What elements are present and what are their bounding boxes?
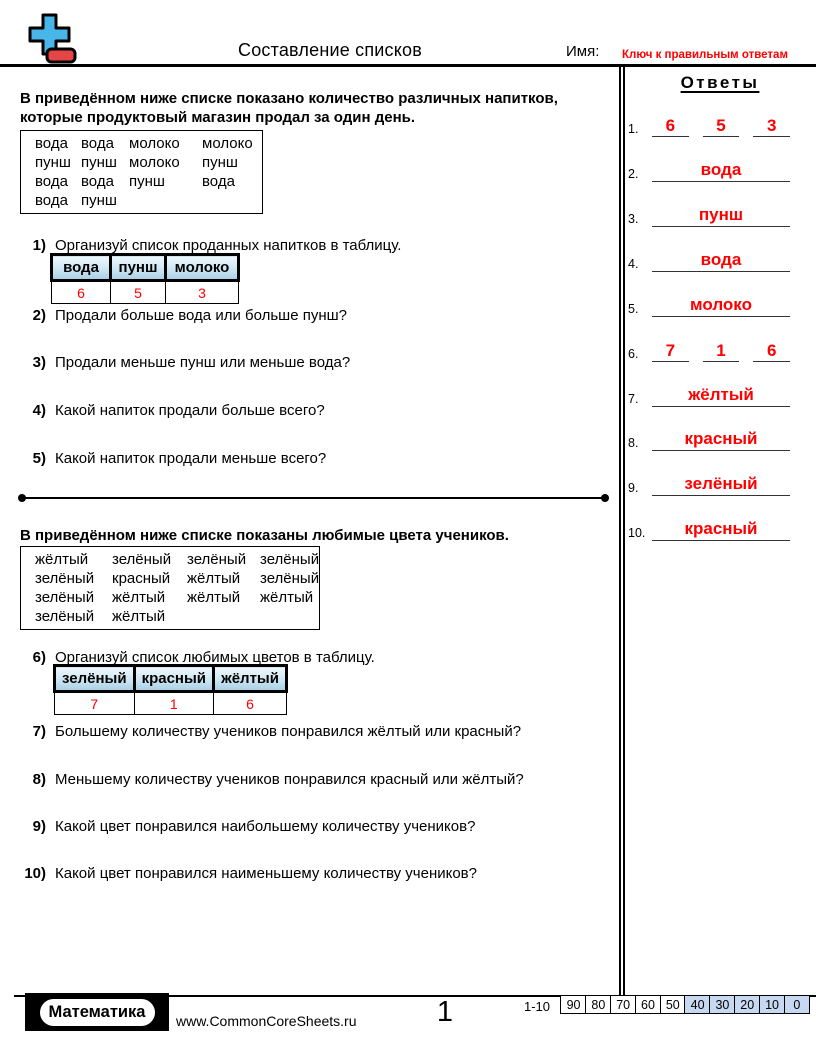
drinks-table (50, 253, 240, 304)
list-word: жёлтый (187, 570, 241, 587)
drinks-table-header: пунш (111, 255, 166, 281)
list-word: красный (112, 570, 171, 587)
colors-list-box (20, 546, 320, 630)
question-number: 8) (32, 771, 46, 788)
page-number: 1 (436, 996, 454, 1028)
question-text: Какой цвет понравился наименьшему количеству учеников? (55, 865, 477, 882)
drinks-table-header: вода (52, 255, 111, 281)
answer-blank (652, 430, 790, 451)
answer-key-label: Ключ к правильным ответам (622, 49, 788, 61)
answer-value: 6 (652, 117, 689, 137)
list-word: вода (81, 135, 114, 152)
colors-table-value: 1 (134, 692, 213, 715)
list-word: зелёный (35, 608, 95, 625)
answer-blank (652, 251, 790, 272)
question-number: 2) (32, 307, 46, 324)
answer-item-9 (628, 466, 790, 496)
content-answers-separator (619, 66, 625, 995)
question-5 (16, 449, 606, 468)
question-text: Какой напиток продали меньше всего? (55, 450, 327, 467)
colors-table-header: красный (134, 666, 213, 692)
question-number: 3) (32, 354, 46, 371)
answers-title: Ответы (680, 73, 760, 92)
list-word: пунш (129, 173, 165, 190)
score-cell: 90 (560, 995, 587, 1014)
colors-table (53, 664, 288, 715)
answer-value: красный (684, 519, 758, 538)
answer-item-1 (628, 107, 790, 137)
score-cell: 40 (684, 995, 711, 1014)
answer-blank (652, 296, 790, 317)
brand-badge (25, 993, 169, 1031)
answer-item-3 (628, 197, 790, 227)
answer-item-8 (628, 421, 790, 451)
question-2 (16, 306, 606, 325)
answer-item-5 (628, 287, 790, 317)
list-word: жёлтый (112, 589, 166, 606)
colors-intro: В приведённом ниже списке показаны любимые цвета учеников. (20, 527, 509, 544)
answer-blanks (652, 117, 790, 137)
header-rule (0, 64, 816, 67)
answer-value: жёлтый (688, 385, 754, 404)
name-label: Имя: (566, 43, 600, 60)
question-9 (16, 817, 606, 836)
list-word: зелёный (35, 570, 95, 587)
answer-item-4 (628, 242, 790, 272)
answer-number: 9. (628, 481, 639, 495)
question-4 (16, 401, 606, 420)
plus-minus-logo-icon (22, 12, 78, 71)
list-word: пунш (81, 192, 117, 209)
answer-blank (652, 386, 790, 407)
answer-value: 7 (652, 342, 689, 362)
answer-value: 3 (753, 117, 790, 137)
question-text: Какой цвет понравился наибольшему количеству учеников? (55, 818, 476, 835)
answer-number: 7. (628, 392, 639, 406)
score-scale-label: 1-10 (524, 999, 551, 1014)
score-cell: 80 (585, 995, 612, 1014)
score-scale (562, 995, 810, 1014)
drinks-table-value: 3 (166, 281, 239, 304)
answer-item-2 (628, 152, 790, 182)
colors-table-value: 6 (214, 692, 287, 715)
answer-blank (652, 475, 790, 496)
question-number: 7) (32, 723, 46, 740)
colors-table-header: жёлтый (214, 666, 287, 692)
colors-table-header: зелёный (55, 666, 135, 692)
list-word: молоко (129, 154, 180, 171)
score-cell: 0 (784, 995, 811, 1014)
question-text: Продали больше вода или больше пунш? (55, 307, 347, 324)
answer-blank (652, 520, 790, 541)
score-cell: 20 (734, 995, 761, 1014)
score-cell: 70 (610, 995, 637, 1014)
answer-blanks (652, 342, 790, 362)
score-cell: 10 (759, 995, 786, 1014)
question-text: Продали меньше пунш или меньше вода? (55, 354, 351, 371)
answer-value: красный (684, 429, 758, 448)
question-number: 9) (32, 818, 46, 835)
question-3 (16, 353, 606, 372)
drinks-table-value: 6 (52, 281, 111, 304)
brand-label: Математика (40, 999, 155, 1026)
colors-table-value: 7 (55, 692, 135, 715)
score-cell: 30 (709, 995, 736, 1014)
question-10 (16, 864, 606, 883)
list-word: вода (35, 135, 68, 152)
drinks-table-header: молоко (166, 255, 239, 281)
answer-value: 5 (703, 117, 740, 137)
list-word: жёлтый (187, 589, 241, 606)
answer-number: 8. (628, 436, 639, 450)
website-url: www.CommonCoreSheets.ru (176, 1013, 357, 1029)
list-word: вода (202, 173, 235, 190)
answer-value: пунш (698, 205, 744, 224)
list-word: жёлтый (260, 589, 314, 606)
answer-value: молоко (690, 295, 752, 314)
list-word: зелёный (260, 551, 320, 568)
score-cell: 50 (660, 995, 687, 1014)
list-word: зелёный (112, 551, 172, 568)
question-number: 6) (32, 649, 46, 666)
list-word: пунш (35, 154, 71, 171)
question-number: 4) (32, 402, 46, 419)
list-word: вода (35, 192, 68, 209)
list-word: жёлтый (35, 551, 89, 568)
answer-value: вода (700, 160, 742, 179)
answer-number: 5. (628, 302, 639, 316)
list-word: пунш (202, 154, 238, 171)
answer-number: 2. (628, 167, 639, 181)
list-word: вода (35, 173, 68, 190)
question-number: 1) (32, 237, 46, 254)
question-text: Какой напиток продали больше всего? (55, 402, 325, 419)
answer-number: 4. (628, 257, 639, 271)
list-word: зелёный (260, 570, 320, 587)
list-word: жёлтый (112, 608, 166, 625)
question-text: Организуй список проданных напитков в таблицу. (55, 237, 402, 254)
answer-item-7 (628, 377, 790, 407)
answer-blank (652, 161, 790, 182)
question-number: 5) (32, 450, 46, 467)
answer-blank (652, 206, 790, 227)
drinks-intro: В приведённом ниже списке показано количество различных напитков, которые продуктовый магазин продал за один день. (20, 90, 558, 126)
answer-value: вода (700, 250, 742, 269)
score-cell: 60 (635, 995, 662, 1014)
question-8 (16, 770, 606, 789)
drinks-list-box (20, 130, 263, 214)
question-7 (16, 722, 606, 741)
question-text: Меньшему количеству учеников понравился красный или жёлтый? (55, 771, 524, 788)
drinks-table-value: 5 (111, 281, 166, 304)
answer-number: 1. (628, 122, 639, 136)
answer-value: зелёный (684, 474, 758, 493)
answer-number: 3. (628, 212, 639, 226)
question-text: Большему количеству учеников понравился жёлтый или красный? (55, 723, 522, 740)
question-number: 10) (24, 865, 46, 882)
list-word: пунш (81, 154, 117, 171)
answer-value: 6 (753, 342, 790, 362)
answer-item-10 (628, 511, 790, 541)
question-text: Организуй список любимых цветов в таблицу. (55, 649, 375, 666)
answer-number: 10. (628, 526, 646, 540)
answer-number: 6. (628, 347, 639, 361)
worksheet-title: Составление списков (238, 40, 422, 60)
answer-item-6 (628, 332, 790, 362)
list-word: зелёный (187, 551, 247, 568)
section-divider (20, 497, 607, 499)
list-word: молоко (129, 135, 180, 152)
list-word: вода (81, 173, 114, 190)
list-word: молоко (202, 135, 253, 152)
answer-value: 1 (703, 342, 740, 362)
list-word: зелёный (35, 589, 95, 606)
